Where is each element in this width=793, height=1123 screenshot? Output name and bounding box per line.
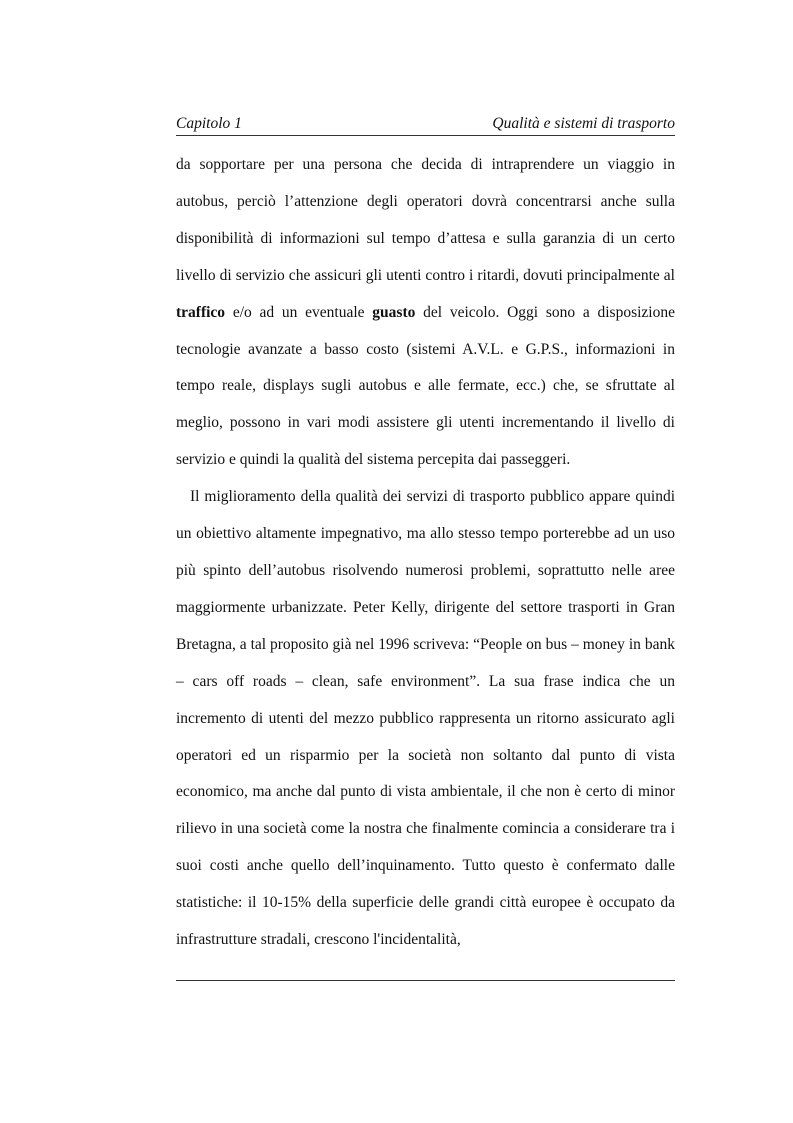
chapter-label: Capitolo 1 [176,115,242,132]
paragraph-1-text-c: del veicolo. Oggi sono a disposizione tecnologie avanzate a basso costo (sistemi A.V.L. e G.P.S., informazioni in tempo reale, displays sugli autobus e alle fermate, ecc.) che, se sfruttate al meglio, possono in vari modi assistere gli utenti incrementando il livello di servizio e quindi la qualità del sistema percepita dai passeggeri. [176,303,675,469]
footer-rule [176,980,675,981]
paragraph-2: Il miglioramento della qualità dei servizi di trasporto pubblico appare quindi un obiettivo altamente impegnativo, ma allo stesso tempo porterebbe ad un uso più spinto dell’autobus risolvendo numerosi problemi, soprattutto nelle aree maggiormente urbanizzate. Peter Kelly, dirigente del settore trasporti in Gran Bretagna, a tal proposito già nel 1996 scriveva: “People on bus – money in bank – cars off roads – clean, safe environment”. La sua frase indica che un incremento di utenti del mezzo pubblico rappresenta un ritorno assicurato agli operatori ed un risparmio per la società non soltanto dal punto di vista economico, ma anche dal punto di vista ambientale, il che non è certo di minor rilievo in una società come la nostra che finalmente comincia a considerare tra i suoi costi anche quello dell’inquinamento. Tutto questo è confermato dalle statistiche: il 10-15% della superficie delle grandi città europee è occupato da infrastrutture stradali, crescono l'incidentalità, [176,488,675,949]
paragraph-1 [176,147,675,479]
section-title: Qualità e sistemi di trasporto [492,115,675,132]
running-header [176,115,675,136]
term-traffico: traffico [176,303,226,321]
paragraph-1-text-b: e/o ad un eventuale [225,303,373,321]
body-text [176,147,675,959]
term-guasto: guasto [372,303,416,321]
paragraph-1-text-a: da sopportare per una persona che decida di intraprendere un viaggio in autobus, perciò l’attenzione degli operatori dovrà concentrarsi anche sulla disponibilità di informazioni sul tempo d’attesa e sulla garanzia di un certo livello di servizio che assicuri gli utenti contro i ritardi, dovuti principalmente al [176,156,675,284]
